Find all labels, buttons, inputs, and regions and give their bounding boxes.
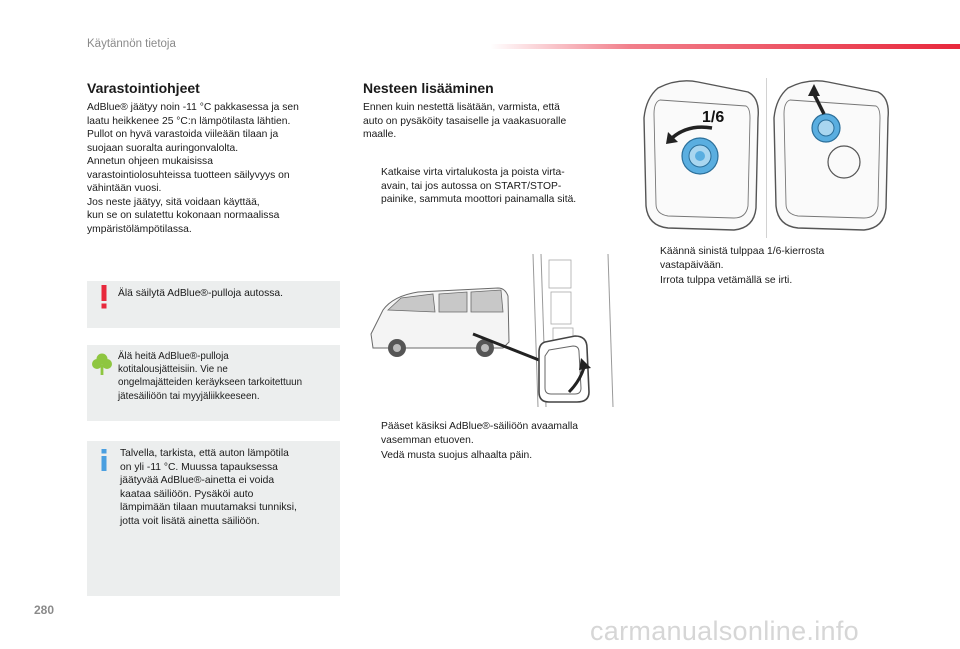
page-number: 280 — [34, 603, 55, 617]
step-line: Katkaise virta virtalukosta ja poista virta- — [381, 167, 565, 178]
storage-line: AdBlue® jäätyy noin -11 °C pakkasessa ja sen — [87, 102, 299, 113]
filling-line: auto on pysäköity tasaiselle ja vaakasuoralle — [363, 115, 567, 127]
exclamation-icon — [99, 285, 109, 309]
step-line: Pääset käsiksi AdBlue®-säiliöön avaamalla — [381, 421, 579, 432]
filling-line: maalle. — [363, 129, 397, 140]
info-line: kaataa säiliöön. Pysäköi auto — [120, 488, 254, 500]
leaf-icon — [92, 353, 112, 375]
info-text — [120, 447, 297, 528]
storage-line: varastointiolosuhteissa tuotteen säilyvyys on — [87, 169, 290, 181]
storage-paragraph — [87, 101, 347, 236]
step-line: vastapäivään. — [660, 259, 724, 271]
info-icon — [99, 449, 109, 471]
storage-line: kun se on sulatettu kokonaan normaalissa — [87, 210, 280, 221]
eco-line: ongelmajätteiden keräykseen tarkoitettuun — [118, 377, 303, 389]
info-line: Talvella, tarkista, että auton lämpötila — [120, 448, 289, 459]
storage-line: Jos neste jäätyy, sitä voidaan käyttää, — [87, 196, 260, 208]
step-line: vasemman etuoven. — [381, 434, 474, 446]
storage-line: Pullot on hyvä varastoida viileään tilaan ja — [87, 129, 279, 140]
storage-line: suojaan suoralta auringonvalolta. — [87, 142, 239, 154]
step-line: Vedä musta suojus alhaalta päin. — [381, 450, 533, 461]
fraction-label: 1/6 — [702, 109, 725, 126]
step-line: Irrota tulppa vetämällä se irti. — [660, 275, 793, 286]
step-line: painike, sammuta moottori painamalla sitä. — [381, 194, 577, 205]
warning-box — [87, 281, 340, 328]
storage-line: Annetun ohjeen mukaisissa — [87, 156, 213, 167]
filling-title: Nesteen lisääminen — [363, 80, 494, 96]
info-line: jäätyvää AdBlue®-ainetta ei voida — [120, 475, 275, 486]
filling-paragraph — [363, 101, 623, 142]
watermark: carmanualsonline.info — [590, 616, 859, 646]
eco-line: kotitalousjätteisiin. Vie ne — [118, 364, 228, 376]
storage-title: Varastointiohjeet — [87, 80, 200, 96]
info-box — [87, 441, 340, 596]
eco-text — [118, 350, 302, 403]
storage-line: vähintään vuosi. — [87, 183, 162, 194]
storage-line: ympäristölämpötilassa. — [87, 223, 192, 235]
info-line: jotta voit lisätä ainetta säiliöön. — [120, 515, 260, 527]
info-line: lämpimään tilaan muutamaksi tunniksi, — [120, 502, 297, 513]
step-line: Käännä sinistä tulppaa 1/6-kierrosta — [660, 246, 825, 257]
storage-line: laatu heikkenee 25 °C:n lämpötilasta lähtien. — [87, 115, 291, 127]
eco-box — [87, 345, 340, 421]
step-line: avain, tai jos autossa on START/STOP- — [381, 180, 562, 192]
van-door-illustration — [363, 252, 618, 410]
cap-rotation-illustration — [638, 78, 898, 240]
filling-line: Ennen kuin nestettä lisätään, varmista, että — [363, 102, 560, 113]
eco-line: jätesäiliöön tai myyjäliikkeeseen. — [118, 390, 260, 402]
eco-line: Älä heitä AdBlue®-pulloja — [118, 351, 229, 362]
section-header: Käytännön tietoja — [87, 38, 176, 50]
warning-text: Älä säilytä AdBlue®-pulloja autossa. — [118, 288, 283, 299]
header-accent-bar — [490, 44, 960, 49]
info-line: on yli -11 °C. Muussa tapauksessa — [120, 461, 278, 473]
